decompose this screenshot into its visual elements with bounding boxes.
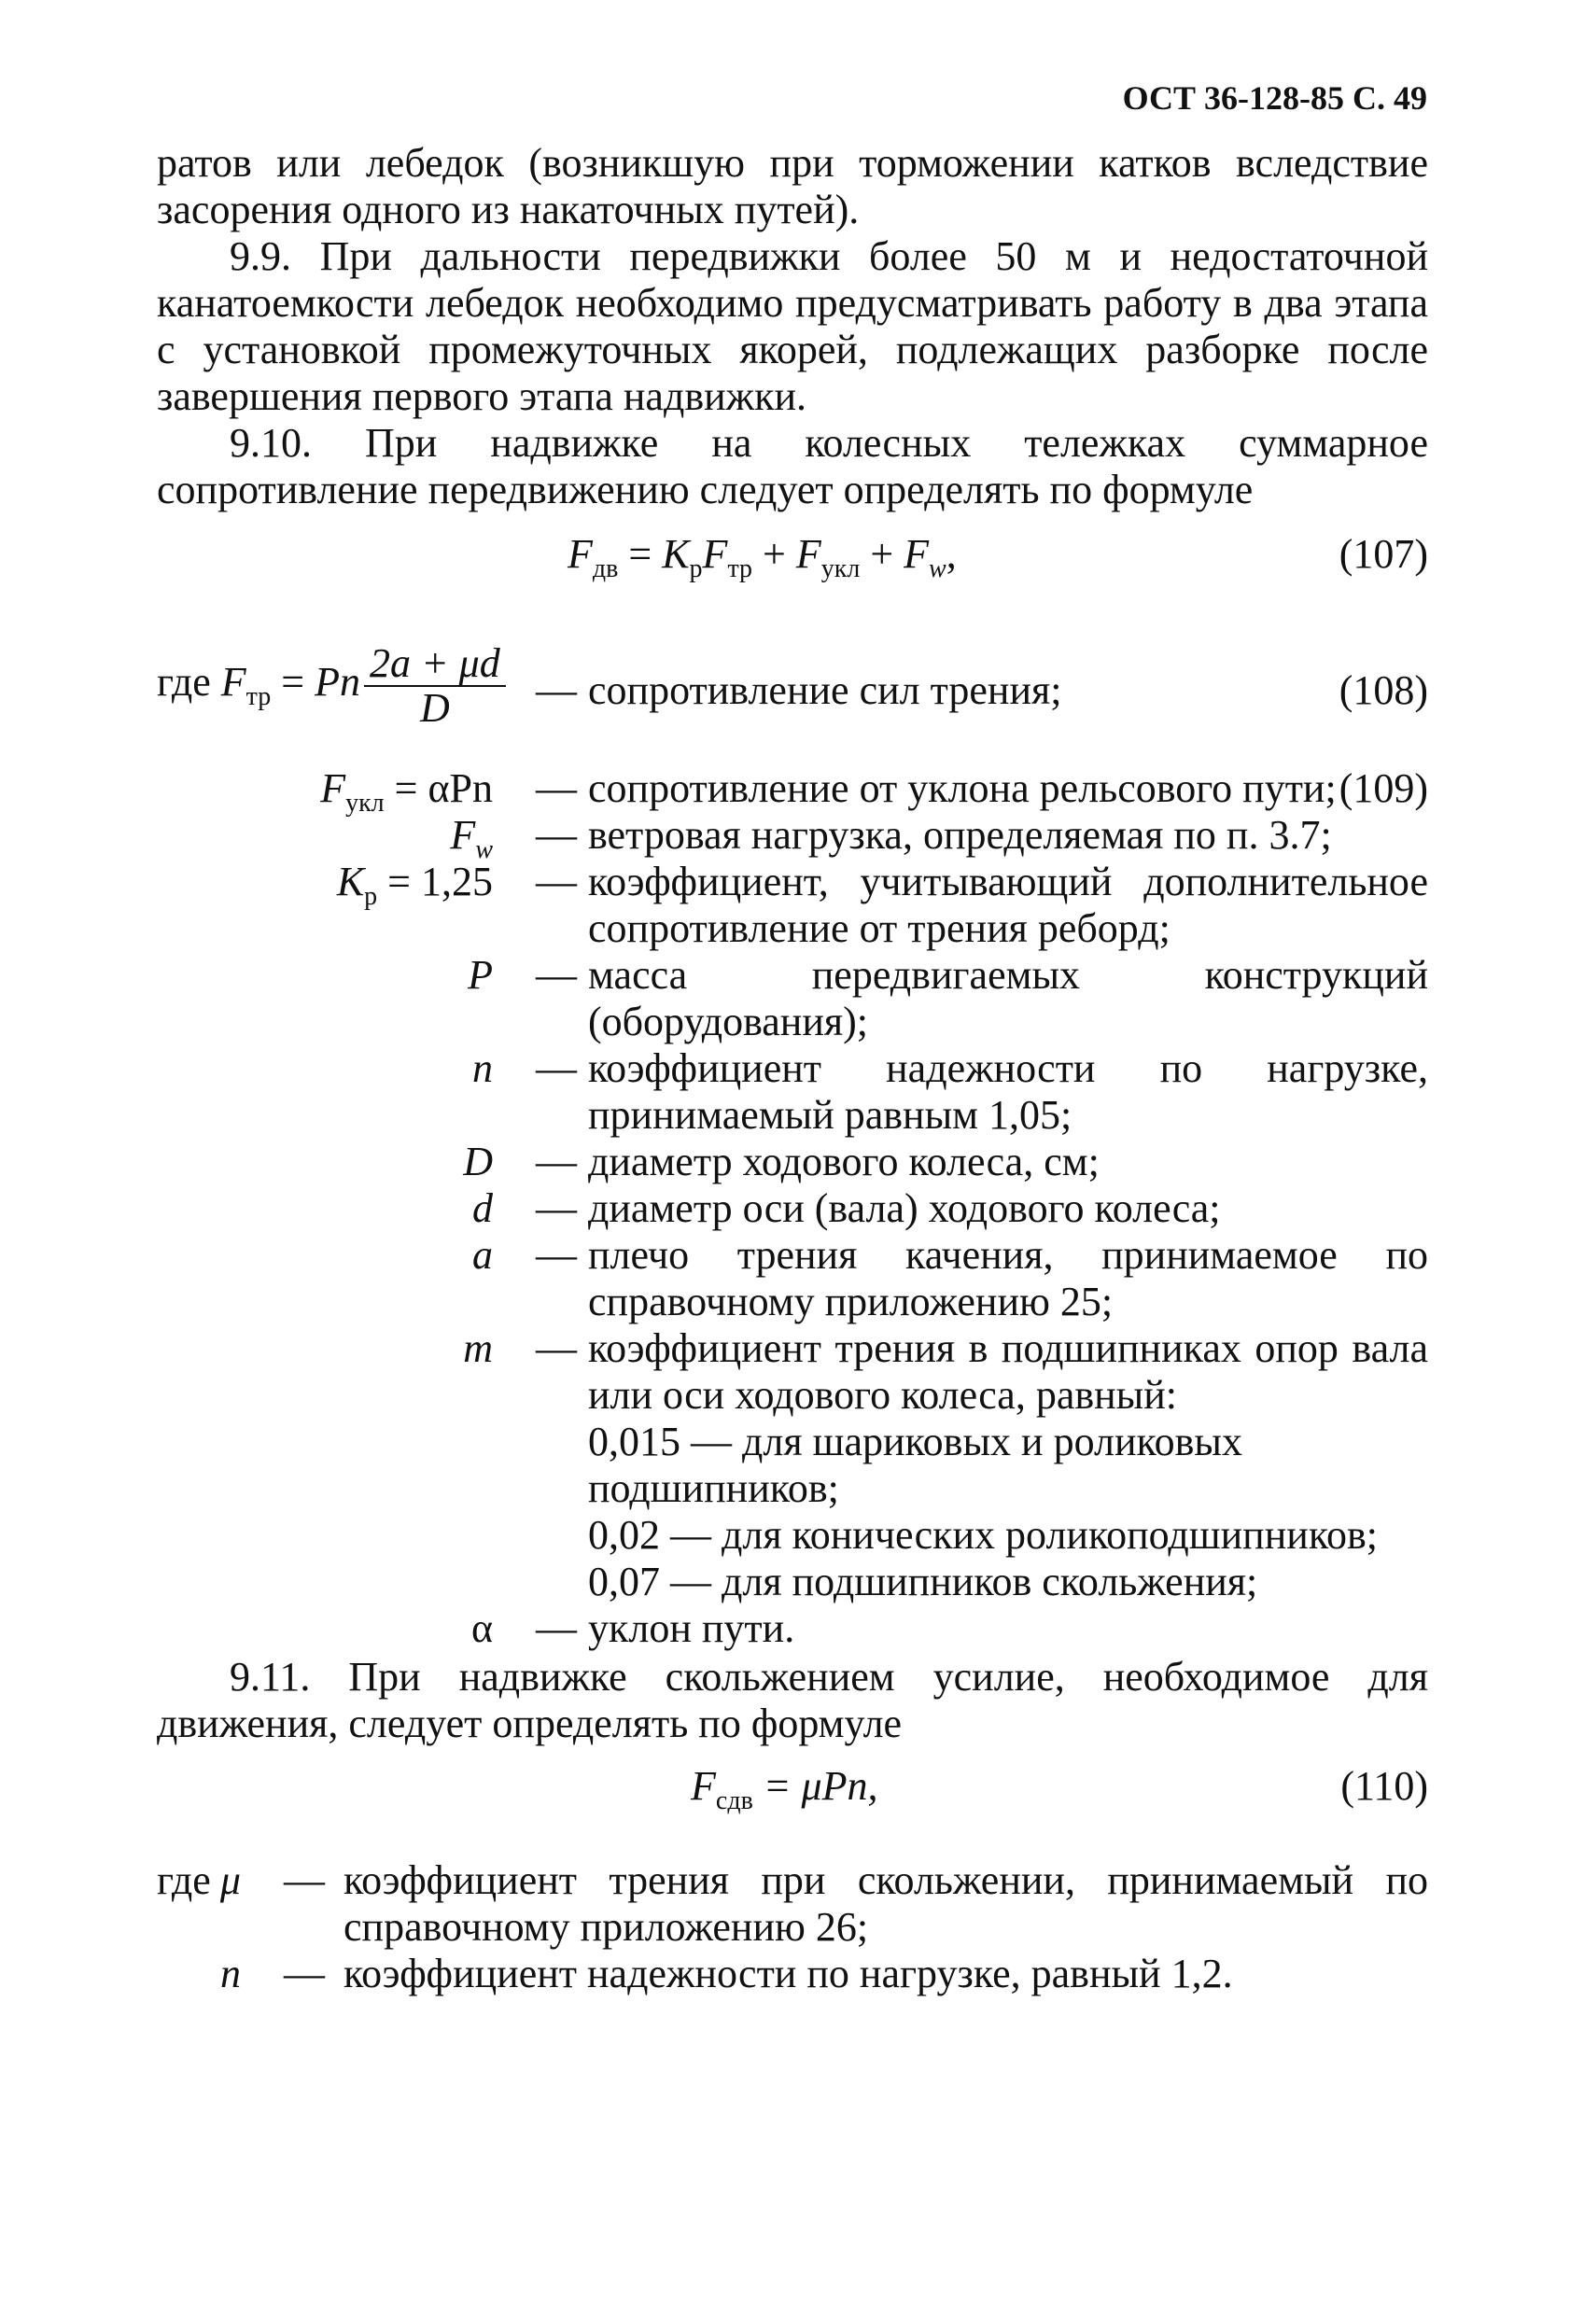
- friction-coefficient-value: 0,015 — для шариковых и роликовых подшипников;: [588, 1419, 1242, 1511]
- paragraph-9-9: 9.9. При дальности передвижки более 50 м и недостаточной канатоемкости лебедок необходимо предусматривать работу в два этапа с установкой промежуточных якорей, подлежащих разборке после завершения первого этапа надвижки.: [157, 233, 1428, 419]
- symbol-letter: F: [320, 765, 346, 811]
- definition-description: коэффициент надежности по нагрузке, принимаемый равным 1,05;: [588, 1045, 1428, 1138]
- definition-dash: —: [536, 1605, 577, 1651]
- definition-symbol: [468, 952, 493, 999]
- definition-dash: —: [536, 1325, 577, 1371]
- definition-text: [588, 1045, 1428, 1139]
- definition-dash: —: [284, 1951, 325, 1996]
- definition-dash: —: [536, 1139, 577, 1184]
- paragraph-9-11: 9.11. При надвижке скольжением усилие, необходимое для движения, следует определять по формуле: [157, 1654, 1428, 1746]
- paragraph-continuation: ратов или лебедок (возникшую при торможении катков вследствие засорения одного из накаточных путей).: [157, 140, 1428, 232]
- definition-row: [157, 1139, 1428, 1185]
- definition-text: [588, 1232, 1428, 1325]
- equation-number-107: (107): [1339, 531, 1428, 577]
- symbol-letter: m: [463, 1325, 493, 1371]
- definition-dash: —: [536, 1185, 577, 1231]
- definition-description: масса передвигаемых конструкций (оборудования);: [588, 952, 1428, 1044]
- page-header: ОСТ 36-128-85 С. 49: [1122, 79, 1427, 117]
- definition-text: [588, 812, 1428, 859]
- paragraph-9-10: 9.10. При надвижке на колесных тележках суммарное сопротивление передвижению следует определять по формуле: [157, 420, 1428, 512]
- definition-text: уклон пути.: [588, 1605, 795, 1651]
- definition-symbol: [463, 1139, 493, 1185]
- definition-symbol: μ: [219, 1857, 241, 1903]
- definition-symbol: n: [220, 1951, 241, 1996]
- symbol-subscript: укл: [345, 789, 385, 818]
- definition-symbol: α: [470, 1605, 493, 1651]
- definition-dash: —: [536, 859, 577, 904]
- definition-description: плечо трения качения, принимаемое по справочному приложению 25;: [588, 1232, 1428, 1324]
- formula-110: [157, 1762, 1428, 1818]
- symbol-letter: d: [472, 1185, 493, 1231]
- definition-description: сопротивление от уклона рельсового пути;: [588, 765, 1337, 811]
- definition-symbol: [472, 1185, 493, 1232]
- symbol-letter: K: [336, 859, 365, 904]
- definition-text: [588, 1325, 1428, 1419]
- formula-108-body: где $F_{тр} = Pn$ $\frac{2a + \mu d}{D}$: [157, 642, 510, 730]
- definition-row: [157, 812, 1428, 864]
- definition-symbol: [472, 1045, 493, 1092]
- definition-row: [157, 1325, 1428, 1419]
- definition-dash: —: [284, 1857, 325, 1903]
- definition-text: [588, 1139, 1428, 1185]
- definition-row: [157, 1232, 1428, 1325]
- definition-symbol: [463, 1325, 493, 1372]
- definition-description: ветровая нагрузка, определяемая по п. 3.7;: [588, 812, 1332, 858]
- definition-row: [157, 1045, 1428, 1139]
- symbol-letter: D: [463, 1139, 493, 1184]
- symbol-letter: P: [468, 952, 493, 998]
- symbol-subscript: w: [475, 835, 493, 864]
- definition-row: [157, 1951, 1428, 1997]
- definition-dash: —: [536, 1045, 577, 1091]
- definition-description: коэффициент, учитывающий дополнительное сопротивление от трения реборд;: [588, 859, 1428, 951]
- definition-row: [157, 1605, 1428, 1652]
- symbol-subscript: р: [364, 882, 378, 911]
- where-prefix: где: [157, 1857, 211, 1903]
- definition-text: [588, 859, 1428, 952]
- definition-text: коэффициент трения при скольжении, принимаемый по справочному приложению 26;: [343, 1857, 1428, 1950]
- equation-number-110: (110): [1340, 1763, 1428, 1809]
- friction-coefficient-value: 0,02 — для конических роликоподшипников;: [588, 1512, 1378, 1558]
- definition-text: [588, 765, 1428, 812]
- symbol-value: = 1,25: [377, 859, 493, 904]
- definition-text: коэффициент надежности по нагрузке, равный 1,2.: [343, 1951, 1233, 1996]
- friction-coefficient-value: 0,07 — для подшипников скольжения;: [588, 1559, 1258, 1604]
- definition-row: [157, 1857, 1428, 1951]
- definition-description: диаметр ходового колеса, см;: [588, 1139, 1100, 1184]
- fraction-108: $\frac{2a + \mu d}{D}$: [364, 642, 506, 730]
- definition-dash: —: [536, 812, 577, 858]
- definition-text: [588, 952, 1428, 1045]
- definition-dash: —: [536, 765, 577, 811]
- formula-107-body: $F_{дв} = K_рF_{тр} + F_{укл} + F_w$,: [568, 531, 957, 583]
- definition-dash: —: [536, 952, 577, 998]
- symbol-value: = αPn: [384, 765, 493, 811]
- formula-110-body: $F_{сдв} = \mu Pn$,: [691, 1763, 878, 1815]
- formula-107: [157, 530, 1428, 586]
- definition-dash: —: [536, 1232, 577, 1278]
- equation-number-109: (109): [1339, 765, 1428, 811]
- definition-symbol: [472, 1232, 493, 1279]
- equation-number-108: (108): [1339, 667, 1428, 713]
- definition-row: [157, 952, 1428, 1045]
- formula-108: [157, 642, 1428, 739]
- definition-symbol: [337, 859, 493, 920]
- definition-description: коэффициент трения в подшипниках опор вала или оси ходового колеса, равный:: [588, 1325, 1428, 1418]
- dash-108: —: [536, 667, 577, 713]
- definitions-list-110: [157, 1857, 1428, 1997]
- definition-row: [157, 859, 1428, 952]
- definition-row: [157, 765, 1428, 818]
- definition-108-text: сопротивление сил трения;: [588, 667, 1062, 713]
- symbol-letter: F: [450, 812, 476, 858]
- definitions-list: [157, 765, 1428, 1652]
- definition-row: [157, 1185, 1428, 1232]
- definition-description: диаметр оси (вала) ходового колеса;: [588, 1185, 1221, 1231]
- symbol-letter: a: [472, 1232, 493, 1278]
- symbol-letter: n: [472, 1045, 493, 1091]
- definition-text: [588, 1185, 1428, 1232]
